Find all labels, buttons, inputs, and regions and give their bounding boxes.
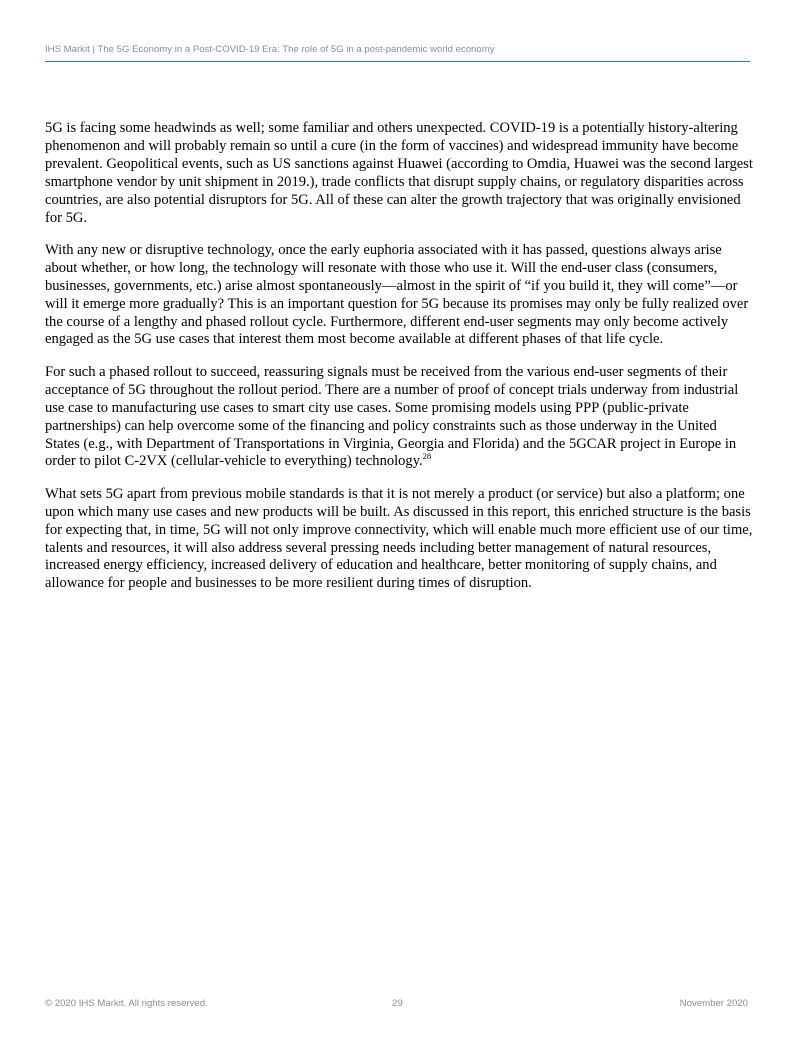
footer-copyright: © 2020 IHS Markit. All rights reserved.: [45, 998, 208, 1009]
header-divider: [45, 61, 750, 62]
page-header: IHS Markit | The 5G Economy in a Post-COVID-19 Era: The role of 5G in a post-pandemic world economy: [45, 44, 495, 55]
paragraph-headwinds: 5G is facing some headwinds as well; some familiar and others unexpected. COVID-19 is a potentially history-altering phenomenon and will probably remain so until a cure (in the form of vaccines) and widespread immunity have become prevalent. Geopolitical events, such as US sanctions against Huawei (according to Omdia, Huawei was the second largest smartphone vendor by unit shipment in 2019.), trade conflicts that disrupt supply chains, or regulatory disparities across countries, are also potential disruptors for 5G. All of these can alter the growth trajectory that was originally envisioned for 5G.: [45, 120, 753, 226]
paragraph-platform: What sets 5G apart from previous mobile standards is that it is not merely a product (or service) but also a platform; one upon which many use cases and new products will be built. As discussed in this report, this enriched structure is the basis for expecting that, in time, 5G will not only improve connectivity, which will enable much more efficient use of our time, talents and resources, it will also address several pressing needs including better management of natural resources, increased energy efficiency, increased delivery of education and healthcare, better monitoring of supply chains, and allowance for people and businesses to be more resilient during times of disruption.: [45, 485, 753, 592]
footnote-reference[interactable]: 28: [422, 450, 432, 461]
body-content: [45, 120, 755, 608]
paragraph-phased-rollout-text: For such a phased rollout to succeed, reassuring signals must be received from the various end-user segments of their acceptance of 5G throughout the rollout period. There are a number of proof of concept trials underway from industrial use case to manufacturing use cases to smart city use cases. Some promising models using PPP (public-private partnerships) can help overcome some of the financing and policy constraints such as those underway in the United States (e.g., with Department of Transportations in Virginia, Georgia and Florida) and the 5GCAR project in Europe in order to pilot C-2VX (cellular-vehicle to everything) technology.: [45, 363, 739, 470]
footer-date: November 2020: [679, 998, 748, 1009]
paragraph-phased-rollout: [45, 364, 755, 471]
footer-page-number: 29: [392, 998, 403, 1009]
paragraph-disruptive-technology: With any new or disruptive technology, once the early euphoria associated with it has passed, questions always arise about whether, or how long, the technology will resonate with those who use it. Will the end-user class (consumers, businesses, governments, etc.) arise almost spontaneously—almost in the spirit of “if you build it, they will come”—or will it emerge more gradually? This is an important question for 5G because its promises may only be fully realized over the course of a lengthy and phased rollout cycle. Furthermore, different end-user segments may only become actively engaged as the 5G use cases that interest them most become available at different phases of that life cycle.: [45, 241, 749, 348]
